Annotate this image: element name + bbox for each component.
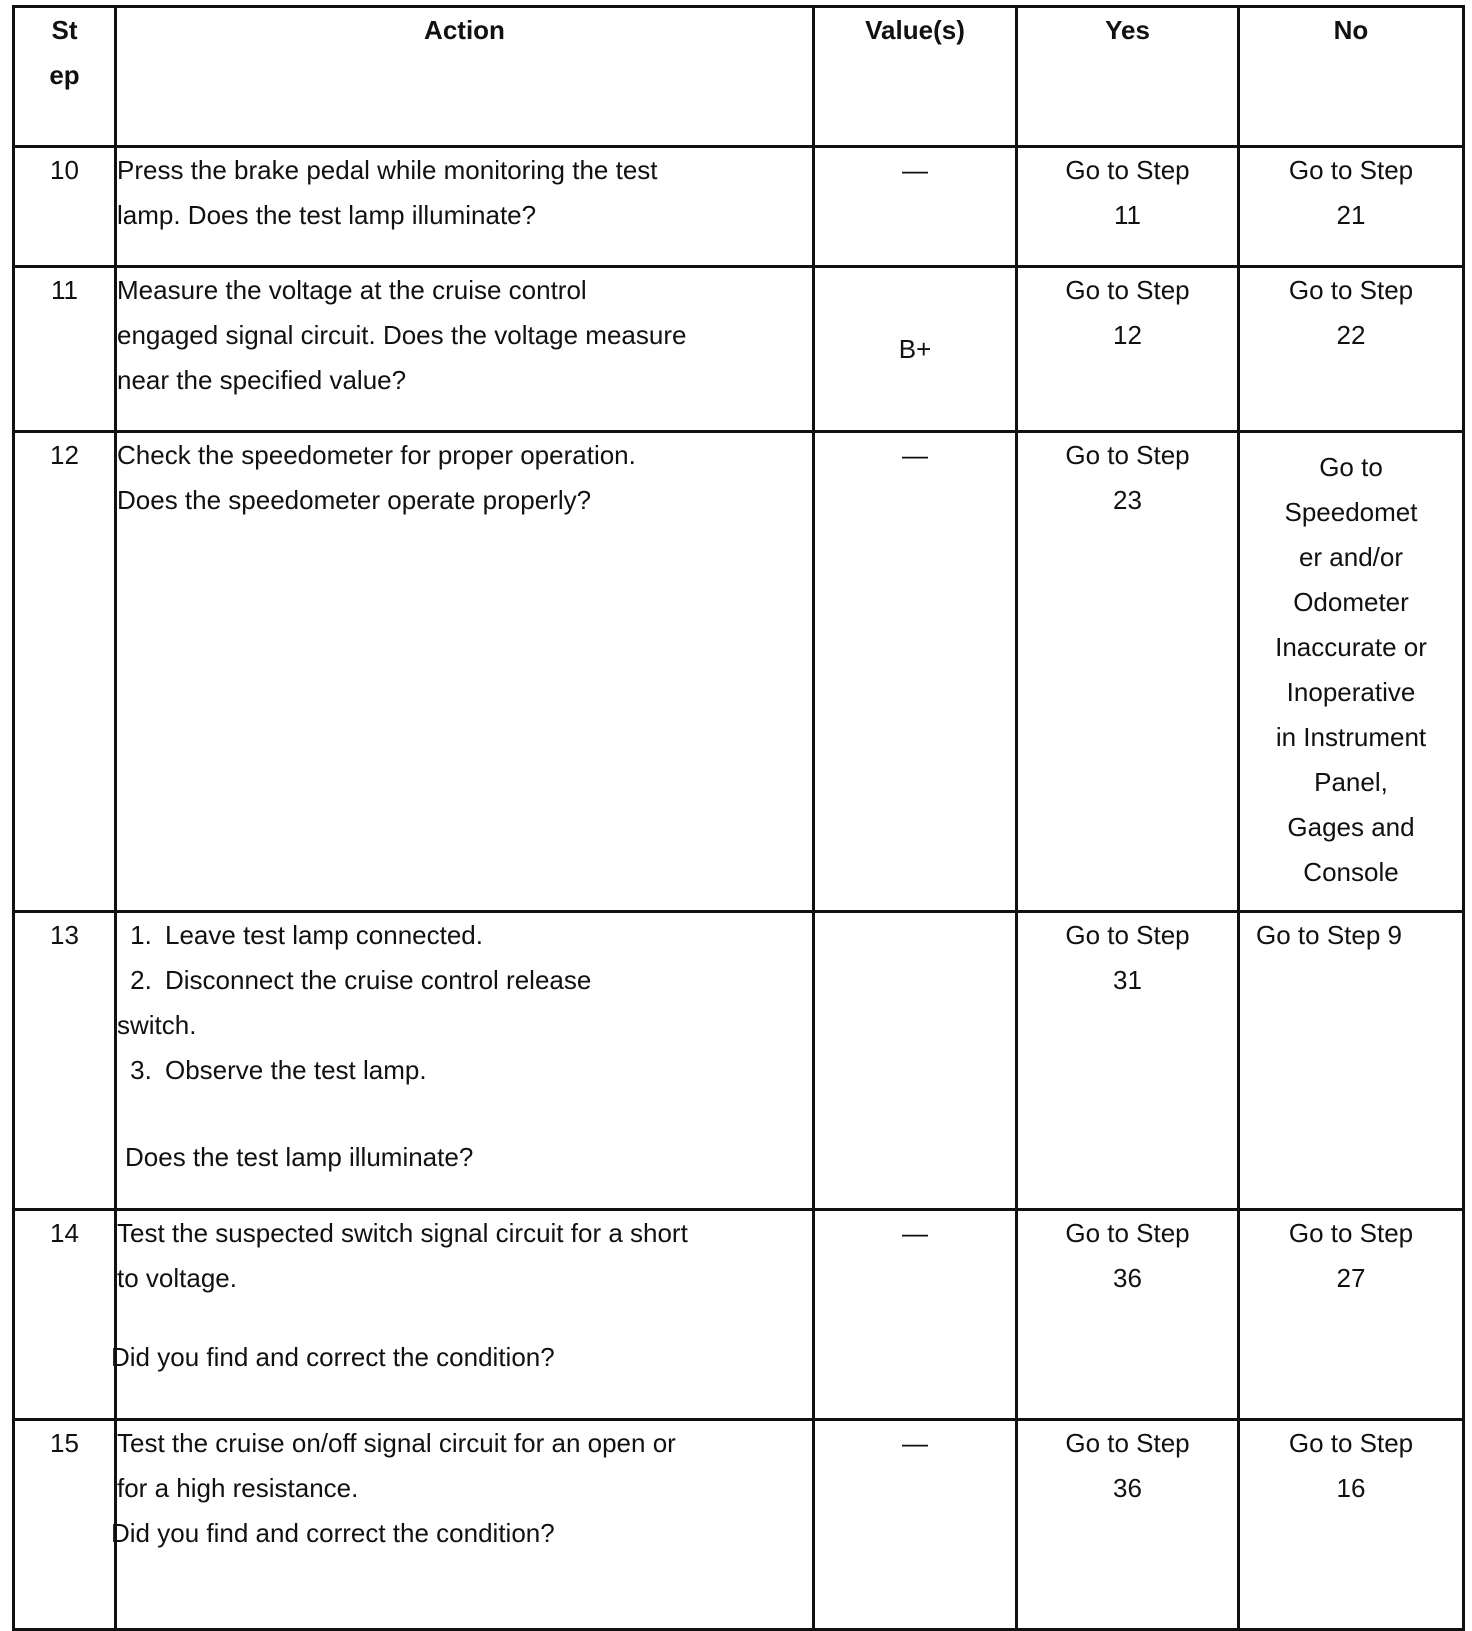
value-cell: — (814, 1420, 1017, 1630)
table-row (14, 267, 1464, 432)
yes-cell: Go to Step 31 (1017, 912, 1239, 1210)
yes-cell: Go to Step 36 (1017, 1210, 1239, 1420)
yes-cell: Go to Step 36 (1017, 1420, 1239, 1630)
action-cell: Press the brake pedal while monitoring the test lamp. Does the test lamp illuminate? (116, 147, 814, 267)
table-row (14, 1210, 1464, 1420)
action-question: Does the test lamp illuminate? (125, 1142, 474, 1172)
no-cell: Go to Step 21 (1239, 147, 1464, 267)
header-step: St ep (14, 7, 116, 147)
action-question: Did you find and correct the condition? (111, 1342, 555, 1372)
action-cell: Measure the voltage at the cruise control engaged signal circuit. Does the voltage measure near the specified value? (116, 267, 814, 432)
header-yes: Yes (1017, 7, 1239, 147)
value-cell: — (814, 1210, 1017, 1420)
value-cell (814, 912, 1017, 1210)
step-number: 14 (14, 1210, 116, 1420)
no-cell: Go to Step 9 (1239, 912, 1464, 1210)
list-item: 2. Disconnect the cruise control release (130, 965, 592, 995)
step-number: 11 (14, 267, 116, 432)
list-item: 1. Leave test lamp connected. (130, 920, 483, 950)
table-row (14, 912, 1464, 1210)
header-action: Action (116, 7, 814, 147)
yes-cell: Go to Step 11 (1017, 147, 1239, 267)
no-cell: Go to Speedomet er and/or Odometer Inaccurate or Inoperative in Instrument Panel, Gages and Console (1239, 432, 1464, 912)
action-cell: 1. Leave test lamp connected. 2. Disconnect the cruise control release switch. 3. Observe the test lamp. Does the test lamp illuminate? (116, 912, 814, 1210)
table-row (14, 432, 1464, 912)
yes-cell: Go to Step 12 (1017, 267, 1239, 432)
no-cell: Go to Step 27 (1239, 1210, 1464, 1420)
step-number: 15 (14, 1420, 116, 1630)
step-number: 13 (14, 912, 116, 1210)
step-number: 12 (14, 432, 116, 912)
header-no: No (1239, 7, 1464, 147)
list-item: 3. Observe the test lamp. (130, 1055, 427, 1085)
header-row (14, 7, 1464, 147)
action-question: Did you find and correct the condition? (111, 1518, 555, 1548)
no-cell: Go to Step 16 (1239, 1420, 1464, 1630)
table-row (14, 147, 1464, 267)
value-cell: — (814, 147, 1017, 267)
table-row (14, 1420, 1464, 1630)
value-cell: B+ (814, 267, 1017, 432)
step-number: 10 (14, 147, 116, 267)
header-values: Value(s) (814, 7, 1017, 147)
action-cell: Test the suspected switch signal circuit for a short to voltage. Did you find and correct the condition? (116, 1210, 814, 1420)
diagnostic-table (12, 5, 1465, 1631)
action-cell: Test the cruise on/off signal circuit for an open or for a high resistance. Did you find and correct the condition? (116, 1420, 814, 1630)
yes-cell: Go to Step 23 (1017, 432, 1239, 912)
value-cell: — (814, 432, 1017, 912)
no-cell: Go to Step 22 (1239, 267, 1464, 432)
action-cell: Check the speedometer for proper operation. Does the speedometer operate properly? (116, 432, 814, 912)
